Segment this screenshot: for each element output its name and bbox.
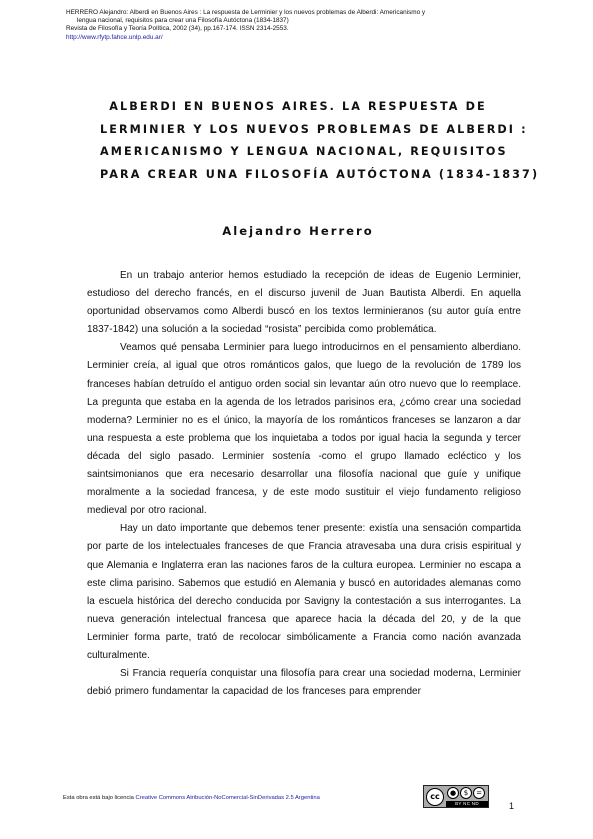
body-paragraph-4: Si Francia requería conquistar una filosofía para crear una sociedad moderna, Lerminier debió primero fundamentar la capacidad de los franceses para emprender (87, 668, 521, 698)
title-line-2: LERMINIER Y LOS NUEVOS PROBLEMAS DE ALBERDI : (100, 122, 528, 136)
cc-license-badge[interactable] (423, 785, 489, 808)
author-name: Alejandro Herrero (222, 224, 374, 238)
title-line-1: ALBERDI EN BUENOS AIRES. LA RESPUESTA DE (109, 100, 487, 113)
license-icons (447, 787, 487, 800)
citation-line-2: lengua nacional, requisitos para crear una Filosofía Autóctona (1834-1837) (77, 17, 289, 25)
page-number: 1 (509, 801, 515, 811)
noderivatives-icon: = (473, 787, 485, 799)
noncommercial-icon: $ (460, 787, 472, 799)
body-paragraph-2: Veamos qué pensaba Lerminier para luego introducirnos en el pensamiento alberdiano. Lerminier creía, al igual que otros románticos galos, que luego de la revolución de 1789 los franceses habían detruído el antiguo orden social sin levantar aún otro nuevo que lo reemplace. La pregunta que estaba en la agenda de los letrados parisinos era, ¿cómo crear una sociedad moderna? Lerminier no es el único, la mayoría de los románticos franceses se lanzaron a dar una respuesta a este problema que los inquietaba a todos por igual hacia la segunda y tercer década del siglo pasado. Lerminier sostenía -como el grupo llamado ecléctico y los saintsimonianos que era necesario desarrollar una filosofía nacional que guíe y unifique moralmente a la sociedad francesa, y de este modo sustituir el viejo fundamento religioso medieval por otro racional. (87, 342, 521, 517)
citation-header (66, 9, 536, 42)
license-terms-strip: BY NC ND (446, 801, 488, 807)
title-line-4: PARA CREAR UNA FILOSOFÍA AUTÓCTONA (1834-1837) (100, 168, 540, 182)
license-link[interactable]: Creative Commons Atribución-NoComercial-SinDerivadas 2.5 Argentina (135, 795, 320, 801)
license-notice (63, 795, 320, 801)
citation-line-3: Revista de Filosofía y Teoría Política, 2002 (34), pp.167-174. ISSN 2314-2553. (66, 25, 289, 33)
cc-logo-icon: cc (426, 788, 444, 806)
license-prefix: Esta obra está bajo licencia (63, 795, 136, 801)
body-paragraph-3: Hay un dato importante que debemos tener presente: existía una sensación compartida por parte de los intelectuales franceses de que Francia atravesaba una dura crisis espiritual y que Alemania e Inglaterra eran las naciones faros de la cultura europea. Lerminier no escapa a este clima parisino. Sabemos que estudió en Alemania y buscó en autoridades alemanas como la escuela histórica del derecho conducida por Savigny la contestación a sus interrogantes. La nueva generación intelectual francesa que aparece hacia la década del 20, y de la que Lerminier forma parte, trató de recolocar simbólicamente a Francia como nación avanzada culturalmente. (87, 523, 521, 661)
journal-url-link[interactable]: http://www.rfytp.fahce.unlp.edu.ar/ (66, 33, 163, 41)
article-body (87, 267, 521, 701)
attribution-icon: ● (447, 787, 459, 799)
article-title (100, 96, 540, 187)
citation-line-1: HERRERO Alejandro: Alberdi en Buenos Aires : La respuesta de Lerminier y los nuevos problemas de Alberdi: Americanismo y (66, 9, 426, 16)
title-line-3: AMERICANISMO Y LENGUA NACIONAL, REQUISITOS (100, 145, 508, 159)
body-paragraph-1: En un trabajo anterior hemos estudiado la recepción de ideas de Eugenio Lerminier, estudioso del derecho francés, en el discurso juvenil de Juan Bautista Alberdi. En aquella oportunidad observamos como Alberdi buscó en los textos lerminieranos (su autor guía entre 1837-1842) una solución a la sociedad “rosista” percibida como problemática. (87, 270, 521, 336)
